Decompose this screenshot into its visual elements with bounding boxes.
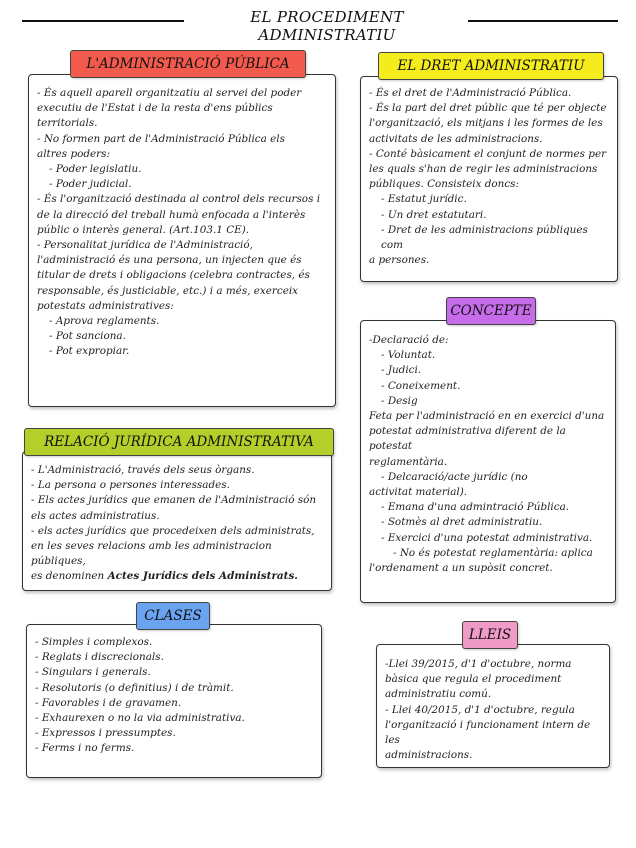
text-line: administracions. [385,749,473,762]
text-line: Feta per l'administració en en exercici d'una [369,410,605,423]
text-line: -Declaració de: [369,334,449,346]
text-line: - els actes jurídics que procedeixen dels administrats, [31,524,315,537]
page-title: EL PROCEDIMENT ADMINISTRATIU [250,8,404,44]
text-line: - Favorables i de gravamen. [35,696,182,709]
concepte-box [360,320,616,603]
text-line: - Resolutoris (o definitius) i de tràmit. [35,681,234,694]
clases-box [26,624,322,778]
text-line: - Un dret estatutari. [381,208,487,221]
text-line: - Expressos i pressumptes. [35,727,176,740]
text-line: -Llei 39/2015, d'1 d'octubre, norma [385,658,572,670]
text-line: de la direcció del treball humà enfocada a l'interès [37,208,306,221]
title-rule-left [22,20,184,22]
text-line: executiu de l'Estat i de la resta d'ens públics [37,102,273,115]
text-line: - És la part del dret públic que té per objecte [369,102,607,115]
text-line: - Aprova reglaments. [49,315,160,328]
text-line: - Llei 40/2015, d'1 d'octubre, regula [385,703,575,716]
text-line: - No és potestat reglamentària: aplica [393,546,593,559]
text-line: - Desig [381,394,418,407]
text-line: l'organització i funcionament intern de les [385,718,591,747]
text-line: - Sotmès al dret administratiu. [381,516,543,529]
text-line: - Pot expropiar. [49,345,130,358]
text-line: administratiu comú. [385,688,492,701]
text-line: - Judici. [381,364,422,377]
text-line: - No formen part de l'Administració Pública els [37,132,285,145]
clases-header: CLASES [136,602,210,630]
text-line: l'organització, els mitjans i les formes de les [369,117,603,130]
text-line [31,569,323,584]
text-line: - Estatut jurídic. [381,193,467,206]
admin-publica-header: L'ADMINISTRACIÓ PÚBLICA [70,50,306,78]
text-line: l'administració és una persona, un injecten que és [37,254,302,267]
text-line: - La persona o persones interessades. [31,479,230,492]
text-line: - És el dret de l'Administració Pública. [369,87,572,99]
text-line: a persones. [369,254,430,267]
text-line: - L'Administració, través dels seus òrgans. [31,464,255,476]
text-line: - Els actes jurídics que emanen de l'Administració són [31,494,317,507]
text-line: - Delcaració/acte jurídic (no [381,470,528,483]
text-line: l'ordenament a un supòsit concret. [369,562,553,575]
text-line: activitats de les administracions. [369,132,543,145]
text-line: titular de drets i obligacions (celebra contractes, és [37,269,310,282]
text-line: en les seves relacions amb les administracion públiques, [31,540,272,568]
text-segment: es denominen [31,570,105,583]
text-line: altres poders: [37,147,110,160]
relacio-box [22,451,332,591]
text-line: - Pot sanciona. [49,330,126,343]
text-line: - És l'organització destinada al control dels recursos i [37,193,321,206]
text-line: - Singulars i generals. [35,666,151,679]
bold-term: Actes Jurídics dels Administrats. [107,570,298,583]
text-line: - Reglats i discrecionals. [35,651,164,664]
text-line: - Poder legislatiu. [49,163,142,176]
text-line: bàsica que regula el procediment [385,673,562,686]
dret-admin-box [360,76,618,282]
text-line: - Simples i complexos. [35,636,153,648]
text-line: - És aquell aparell organitzatiu al servei del poder [37,87,302,99]
text-line: les quals s'han de regir les administracions [369,163,598,176]
text-line: públic o interès general. (Art.103.1 CE). [37,223,250,236]
text-line: potestats administratives: [37,299,174,312]
lleis-header: LLEIS [462,621,518,649]
text-line: - Conté bàsicament el conjunt de normes per [369,147,607,160]
text-line: els actes administratius. [31,509,160,522]
lleis-box [376,644,610,768]
text-line: - Dret de les administracions públiques com [381,223,588,252]
dret-admin-header: EL DRET ADMINISTRATIU [378,52,604,80]
text-line: - Personalitat jurídica de l'Administració, [37,239,253,252]
text-line: - Poder judicial. [49,178,132,191]
relacio-header: RELACIÓ JURÍDICA ADMINISTRATIVA [24,428,334,456]
text-line: - Voluntat. [381,349,436,362]
text-line: territorials. [37,117,98,130]
text-line: - Coneixement. [381,379,461,392]
text-line: - Ferms i no ferms. [35,742,135,755]
text-line: responsable, és justiciable, etc.) i a més, exerceix [37,284,299,297]
text-line: - Exhaurexen o no la via administrativa. [35,712,245,725]
text-line: - Exercici d'una potestat administrativa. [381,531,593,544]
text-line: potestat administrativa diferent de la potestat [369,425,566,453]
concepte-header: CONCEPTE [446,297,536,325]
admin-publica-box [28,74,336,407]
text-line: - Emana d'una admintració Pública. [381,501,570,514]
title-rule-right [468,20,618,22]
text-line: públiques. Consisteix doncs: [369,178,520,191]
text-line: reglamentària. [369,455,448,468]
title-bar [22,8,618,44]
text-line: activitat material). [369,486,468,499]
